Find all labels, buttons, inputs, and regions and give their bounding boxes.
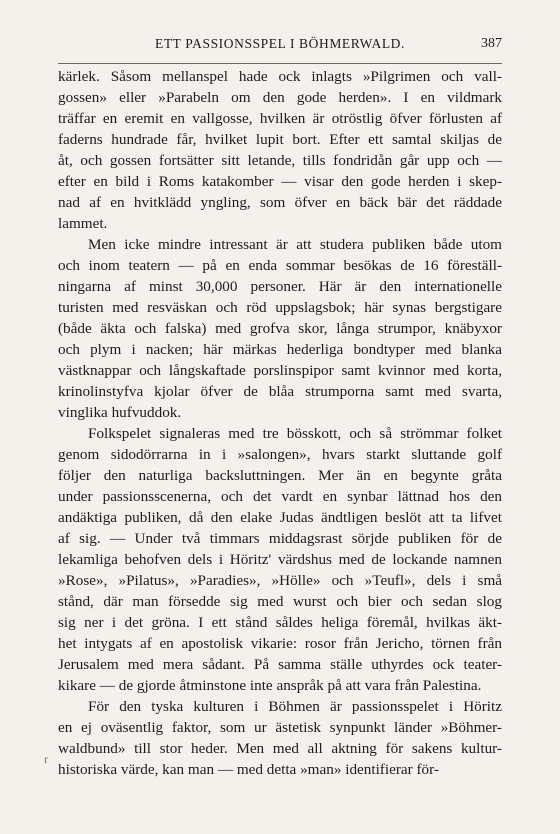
text-line: turisten med resväskan och röd uppslagsbok; här synas bergstigare [58,299,502,316]
text-line: waldbund» till stor heder. Men med all aktning för sakens kultur- [58,740,502,757]
text-line: het intygats af en apostolisk vikarie: rosor från Jericho, törnen från [58,635,502,652]
paragraph [58,696,502,780]
text-line: För den tyska kulturen i Böhmen är passionsspelet i Höritz [88,698,502,715]
text-line: en ej oväsentlig faktor, som ur ästetisk synpunkt länder »Böhmer- [58,719,502,736]
text-line: (både äkta och falska) med grofva skor, långa strumpor, knäbyxor [58,320,502,337]
text-line: kikare — de gjorde åtminstone inte anspråk på att vara från Palestina. [58,677,482,694]
text-line: vinglika hufvuddok. [58,404,182,421]
body-text [58,66,502,780]
text-line: nad af en hvitklädd yngling, som öfver en bäck bär det räddade [58,194,502,211]
paragraph [58,423,502,696]
text-line: andäktiga publiken, då den elake Judas ändtligen beslöt att ta lifvet [58,509,502,526]
margin-mark: r [44,752,48,766]
running-head-title: ETT PASSIONSSPEL I BÖHMERWALD. [154,36,406,51]
text-line: genom sidodörrarna in i »salongen», hvars starkt sluttande golf [58,446,502,463]
text-line: Jerusalem med mera sådant. På samma ställe uthyrdes ock teater- [58,656,502,673]
text-line: ningarna af minst 30,000 personer. Här är den internationelle [58,278,502,295]
text-line: och inom teatern — på en enda sommar besökas de 16 föreställ- [58,257,502,274]
paragraph [58,234,502,423]
text-line: »Rose», »Pilatus», »Paradies», »Hölle» och »Teufl», dels i små [58,572,502,589]
header-rule [58,63,502,64]
text-line: kärlek. Såsom mellanspel hade ock inlagts »Pilgrimen och vall- [58,68,502,85]
text-line: Men icke mindre intressant är att studera publiken både utom [88,236,502,253]
text-line: västknappar och långskaftade porslinspipor samt kvinnor med korta, [58,362,502,379]
text-line: och plym i nacken; här märkas hederliga bondtyper med blanka [58,341,502,358]
text-line: åt, och gossen fortsätter sitt letande, tills fondridån går upp och — [58,152,502,169]
text-line: efter en bild i Roms katakomber — visar den gode herden i skep- [58,173,502,190]
text-line: gossen» eller »Parabeln om den gode herden». I en vildmark [58,89,502,106]
page-number: 387 [481,36,502,51]
text-line: lammet. [58,215,108,232]
text-line: stånd, där man försedde sig med wurst och bier och sedan slog [58,593,502,610]
text-line: faderns hundrade får, hvilket lupit bort. Efter ett samtal skiljas de [58,131,502,148]
text-line: af sig. — Under två timmars middagsrast sörjde publiken för de [58,530,502,547]
text-line: följer den naturliga backsluttningen. Mer än en begynte gråta [58,467,502,484]
paragraph [58,66,502,234]
running-header [58,36,502,56]
text-line: lekamliga behofven dels i Höritz' värdshus med de lockande namnen [58,551,502,568]
text-line: träffar en eremit en vallgosse, hvilken är otröstlig öfver förlusten af [58,110,502,127]
text-line: under passionsscenerna, och det vardt en synbar lättnad hos den [58,488,502,505]
text-line: sig ner i det gröna. I ett stånd såldes heliga föremål, hvilkas äkt- [58,614,502,631]
text-line: Folkspelet signaleras med tre bösskott, och så strömmar folket [88,425,502,442]
text-line: historiska värde, kan man — med detta »man» identifierar för- [58,761,439,778]
text-line: krinolinstyfva kjolar öfver de blåa strumporna samt med svarta, [58,383,502,400]
